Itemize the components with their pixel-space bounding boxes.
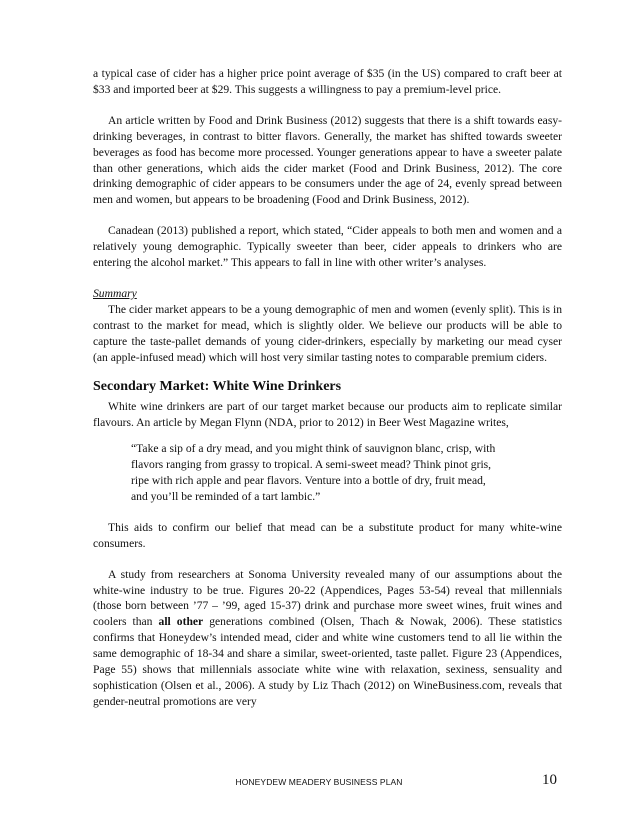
paragraph-sonoma-study: [93, 567, 562, 710]
text-run: A study from researchers at Sonoma University revealed many of our assumptions about the white-wine industry to be true. Figures 20-22 (Appendices, Pages 53-54) reveal that millennials (those born between ’77 – ’99, aged 15-37) drink and purchase more sweet wines, fruit wines and coolers than: [93, 567, 562, 629]
bold-text: all other: [158, 615, 204, 629]
block-quote: [131, 441, 523, 505]
summary-label: Summary: [93, 286, 137, 300]
paragraph-substitute: This aids to confirm our belief that mead can be a substitute product for many white-wine consumers.: [93, 520, 562, 550]
paragraph-canadean: Canadean (2013) published a report, which stated, “Cider appeals to both men and women and a relatively young demographic. Typically sweeter than beer, cider appeals to drinkers who are entering the alcohol market.” This appears to fall in line with other writer’s analyses.: [93, 224, 562, 270]
text-run: generations combined (Olsen, Thach & Nowak, 2006). These statistics confirms that Honeydew’s intended mead, cider and white wine customers tend to all lie within the same demographic of 18-34 and share a similar, sweet-oriented, taste pallet. Figure 23 (Appendices, Page 55) shows that millennials associate white wine with relaxation, sexiness, sensuality and sophistication (Olsen et al., 2006). A study by Liz Thach (2012) on WineBusiness.com, reveals that gender-neutral promotions are very: [93, 615, 562, 708]
page-number: 10: [542, 772, 557, 788]
quote-line: “Take a sip of a dry mead, and you might think of sauvignon blanc, crisp, with: [131, 442, 496, 456]
quote-line: ripe with rich apple and pear flavors. Venture into a bottle of dry, fruit mead,: [131, 474, 486, 488]
paragraph-summary: The cider market appears to be a young demographic of men and women (evenly split). This is in contrast to the market for mead, which is slightly older. We believe our products will be able to capture the taste-pallet demands of young cider-drinkers, especially by marketing our mead cyser (an apple-infused mead) which will host very similar tasting notes to comparable premium ciders.: [93, 302, 562, 364]
paragraph-food-and-drink: An article written by Food and Drink Business (2012) suggests that there is a shift towards easy-drinking beverages, in contrast to bitter flavors. Generally, the market has shifted towards sweeter beverages as food has become more processed. Younger generations appear to have a sweeter palate than other generations, which aids the cider market (Food and Drink Business, 2012). The core drinking demographic of cider appears to be consumers under the age of 24, evenly spread between men and women, but appears to be broadening (Food and Drink Business, 2012).: [93, 113, 562, 207]
section-heading: Secondary Market: White Wine Drinkers: [93, 378, 342, 394]
footer-title: HONEYDEW MEADERY BUSINESS PLAN: [235, 777, 403, 787]
quote-line: flavors ranging from grassy to tropical. A semi-sweet mead? Think pinot gris,: [131, 458, 492, 472]
body-text: [93, 66, 562, 710]
paragraph-white-wine: White wine drinkers are part of our target market because our products aim to replicate similar flavours. An article by Megan Flynn (NDA, prior to 2012) in Beer West Magazine writes,: [93, 400, 562, 430]
paragraph-price: a typical case of cider has a higher price point average of $35 (in the US) compared to craft beer at $33 and imported beer at $29. This suggests a willingness to pay a premium-level price.: [93, 67, 562, 96]
quote-line: and you’ll be reminded of a tart lambic.”: [131, 489, 321, 503]
